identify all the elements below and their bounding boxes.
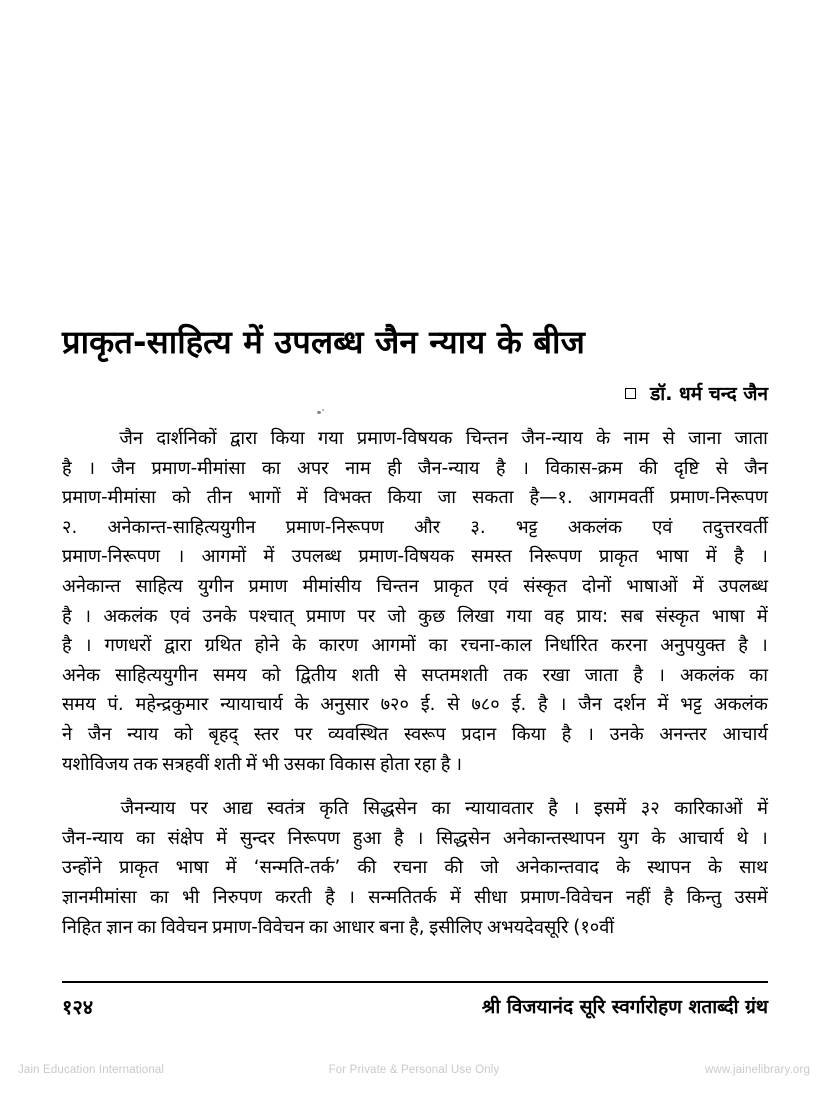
word: पर [190, 798, 208, 820]
word: द्वारा [164, 635, 192, 657]
author-name: डॉ. धर्म चन्द जैन [650, 383, 768, 405]
word: सिद्धसेन [436, 827, 491, 849]
word: सीधा [474, 886, 508, 908]
word: है, [409, 916, 425, 938]
text-line [62, 913, 768, 943]
word: दोनों [582, 575, 612, 597]
word: के [292, 635, 307, 657]
word: की [357, 857, 377, 879]
word: है [62, 605, 72, 627]
text-line [62, 883, 768, 913]
word: में [757, 798, 768, 820]
word: । [761, 546, 768, 568]
word: के [596, 428, 611, 449]
word: है [633, 664, 643, 686]
paragraph-indent [62, 424, 106, 454]
word: दृष्टि [674, 457, 700, 479]
word: से [447, 694, 460, 716]
word: मीमांसीय [302, 575, 362, 597]
footer-divider [62, 981, 768, 983]
text-line [62, 824, 768, 854]
word: प्रमाण-विषयक [356, 428, 453, 449]
text-line [62, 424, 768, 454]
word: निरुपण [212, 886, 262, 908]
word: भट्ट [515, 516, 538, 538]
paragraph-indent [62, 794, 106, 824]
square-bullet-icon [625, 388, 636, 399]
word: अनेकान्त [62, 575, 121, 597]
word: अनन्तर [659, 723, 707, 745]
word: । [521, 457, 529, 479]
word: ‘सन्मति-तर्क’ [253, 857, 341, 879]
word: दार्शनिकों [156, 428, 217, 449]
author-byline [625, 380, 768, 406]
word: उनके [609, 723, 644, 745]
word: । [84, 605, 91, 627]
word: भाषा [711, 605, 745, 627]
word: आचार्य [678, 827, 724, 849]
word: जैन-न्याय [521, 428, 583, 449]
word: किया [511, 723, 546, 745]
word: होने [254, 635, 280, 657]
word: का [428, 635, 448, 657]
word: शती [351, 664, 379, 686]
word: समय [212, 664, 247, 686]
word: ७८० [471, 694, 500, 716]
word: पर [357, 605, 376, 627]
word: की [444, 857, 464, 879]
text-line [62, 794, 768, 824]
word: इसीलिए [429, 916, 483, 938]
word: है—१. [529, 487, 573, 509]
word: अनुपयुक्त [660, 635, 726, 657]
word: अभयदेवसूरि [487, 916, 569, 938]
word: नहीं [625, 886, 651, 908]
word: के [294, 694, 309, 716]
word: एवं [652, 516, 673, 538]
word: इसमें [594, 798, 627, 820]
word: प्रमाण-निरूपण [669, 487, 768, 509]
word: । [88, 457, 96, 479]
word: जैन-न्याय [418, 457, 480, 479]
word: निर्धारित [544, 635, 599, 657]
word: का [309, 916, 328, 938]
word: अकलंक [713, 694, 768, 716]
word: साहित्ययुगीन [115, 664, 198, 686]
text-line [62, 631, 768, 661]
word: ही [387, 457, 402, 479]
word: ३. [470, 516, 486, 538]
word: उपलब्ध [718, 575, 768, 597]
word: आगमों [371, 635, 416, 657]
word: प्रमाण-विवेचन [520, 886, 613, 908]
word: का [431, 798, 451, 820]
word: भाषा [175, 857, 209, 879]
word: जैन-न्याय [62, 827, 124, 849]
word: से [715, 457, 728, 479]
word: अकलंक [680, 664, 735, 686]
word: होता [380, 753, 410, 775]
word: द्वारा [229, 428, 258, 449]
text-line [62, 542, 768, 572]
word: संस्कृत [523, 575, 568, 597]
word: जाना [688, 428, 722, 449]
word: । [586, 723, 594, 745]
word: २. [62, 516, 78, 538]
word: हुआ [352, 827, 382, 849]
word: कारण [319, 635, 359, 657]
word: विभक्त [323, 487, 372, 509]
word: । [84, 635, 92, 657]
word: की [638, 457, 658, 479]
word: के [707, 857, 722, 879]
word: बृहद् [208, 723, 239, 745]
word: अनेक [62, 664, 100, 686]
word: विकास-क्रम [545, 457, 623, 479]
text-line [62, 483, 768, 513]
word: उन्होंने [62, 857, 102, 879]
word: दर्शन [613, 694, 646, 716]
word: का [261, 457, 281, 479]
word: ज्ञानमीमांसा [62, 886, 137, 908]
word: जा [437, 487, 456, 509]
word: प्रदान [461, 723, 497, 745]
word: एवं [169, 605, 191, 627]
text-line [62, 750, 768, 780]
word: । [760, 827, 768, 849]
word: गया [317, 428, 344, 449]
word: है [495, 457, 506, 479]
text-line [62, 853, 768, 883]
word: में [216, 827, 228, 849]
word: है [62, 635, 72, 657]
text-line [62, 572, 768, 602]
word: जाता [584, 664, 619, 686]
word: एवं [488, 575, 509, 597]
word: भी [261, 753, 280, 775]
word: जैन [87, 723, 112, 745]
word: उसमें [734, 886, 768, 908]
word: को [174, 723, 193, 745]
word: उनके [202, 605, 237, 627]
word: अकलंक [567, 516, 622, 538]
word: में [657, 694, 669, 716]
word: पश्चात् [248, 605, 294, 627]
word: तक [133, 753, 158, 775]
word: करना [611, 635, 648, 657]
word: न्याय [127, 723, 159, 745]
word: भाषाओं [626, 575, 678, 597]
word: कारिकाओं [674, 798, 743, 820]
word: सप्तमशती [421, 664, 489, 686]
word: रचना-काल [460, 635, 532, 657]
word: से [662, 428, 675, 449]
word: लिखा [457, 605, 494, 627]
word: आगमों [201, 546, 247, 568]
word: ई. [420, 694, 436, 716]
word: करती [275, 886, 312, 908]
word: संस्कृत [655, 605, 700, 627]
word: है [440, 753, 451, 775]
word: प्रमाण-विवेचन [212, 916, 305, 938]
word: व्यवस्थित [327, 723, 389, 745]
word: समस्त [471, 546, 512, 568]
word: जैन [744, 457, 768, 479]
word: ग्रथित [204, 635, 242, 657]
word: साहित्य [135, 575, 183, 597]
word: का [149, 886, 169, 908]
word: उपलब्ध [291, 546, 342, 568]
word: भाषा [655, 546, 689, 568]
word: भागों [248, 487, 281, 509]
word: जाता [734, 428, 768, 449]
word: रखा [542, 664, 570, 686]
word: स्वतंत्र [267, 798, 305, 820]
word: पं. [107, 694, 124, 716]
scan-artifact-speck [317, 411, 321, 414]
word: प्रमाण-मीमांसा [62, 487, 156, 509]
library-watermark-bar [0, 1058, 828, 1082]
word: है [325, 886, 335, 908]
word: भट्ट [680, 694, 702, 716]
word: प्रमाण [248, 575, 288, 597]
word: किया [270, 428, 305, 449]
word: निरूपण [529, 546, 582, 568]
word: । [348, 886, 355, 908]
word: तदुत्तरवर्ती [702, 516, 768, 538]
word: से [394, 664, 407, 686]
text-line [62, 690, 768, 720]
word: युगीन [197, 575, 234, 597]
word: आगमवर्ती [588, 487, 654, 509]
word: में [296, 487, 308, 509]
word: ई. [511, 694, 527, 716]
text-line [62, 513, 768, 543]
word: बना [379, 916, 405, 938]
word: । [760, 635, 768, 657]
paragraph-2 [62, 794, 768, 942]
word: तीन [206, 487, 232, 509]
article-body [62, 424, 768, 942]
word: अनेकान्तवाद [515, 857, 599, 879]
running-head: श्री विजयानंद सूरि स्वर्गारोहण शताब्दी ग्रंथ [481, 996, 768, 1018]
word: प्राकृत [119, 857, 159, 879]
word: सत्रहवीं [162, 753, 210, 775]
word: समय [62, 694, 96, 716]
word: कुछ [418, 605, 445, 627]
word: साथ [739, 857, 768, 879]
word: स्तर [253, 723, 279, 745]
word: रहा [414, 753, 436, 775]
word: प्रमाण [305, 605, 346, 627]
page-title: प्राकृत-साहित्य में उपलब्ध जैन न्याय के बीज [62, 323, 585, 362]
word: है [734, 546, 744, 568]
word: निहित [62, 916, 102, 938]
text-line [62, 661, 768, 691]
word: और [414, 516, 441, 538]
word: सकता [472, 487, 514, 509]
word: सन्मतितर्क [368, 886, 437, 908]
page-number: १२४ [62, 995, 94, 1019]
word: किया [387, 487, 422, 509]
paragraph-1 [62, 424, 768, 779]
word: किन्तु [686, 886, 722, 908]
word: के [616, 857, 631, 879]
word: । [657, 664, 665, 686]
word: है [538, 694, 548, 716]
word: सुन्दर [239, 827, 275, 849]
word: सिद्धसेन [363, 798, 418, 820]
watermark-left: Jain Education International [18, 1064, 165, 1076]
word: को [261, 664, 281, 686]
word: को [171, 487, 191, 509]
word: युग [617, 827, 639, 849]
word: विवेचन [160, 916, 208, 938]
watermark-url[interactable]: www.jainelibrary.org [704, 1064, 810, 1076]
word: प्रमाण-निरूपण [62, 546, 161, 568]
word: द्वितीय [295, 664, 337, 686]
word: प्राय: [576, 605, 609, 627]
word: चिन्तन [465, 428, 509, 449]
word: प्रमाण-मीमांसा [151, 457, 246, 479]
word: का [749, 664, 768, 686]
word: है [561, 723, 572, 745]
word: अनेकान्त-साहित्ययुगीन [107, 516, 256, 538]
word: ज्ञान [106, 916, 133, 938]
word: भी [181, 886, 200, 908]
word: में [705, 546, 717, 568]
word: प्राकृत [599, 546, 639, 568]
text-line [62, 602, 768, 632]
word: जैन [111, 457, 136, 479]
word: है [548, 798, 558, 820]
word: जैनन्याय [120, 798, 176, 820]
word: उसका [283, 753, 325, 775]
word: का [137, 916, 157, 938]
word: । [416, 827, 424, 849]
word: में [225, 857, 237, 879]
word: जैन [119, 428, 143, 449]
word: है [738, 635, 748, 657]
word: अनेकान्तस्थापन [502, 827, 606, 849]
word: कृति [319, 798, 349, 820]
word: गणधरों [104, 635, 152, 657]
word: (१०वीं [573, 916, 615, 938]
scan-artifact-speck-secondary [322, 409, 324, 411]
watermark-center: For Private & Personal Use Only [328, 1064, 500, 1076]
word: अपर [296, 457, 329, 479]
word: गया [506, 605, 532, 627]
word: जो [480, 857, 499, 879]
word: प्रमाण-निरूपण [285, 516, 384, 538]
word: शती [213, 753, 242, 775]
word: नाम [623, 428, 650, 449]
word: है [393, 827, 404, 849]
text-line [62, 454, 768, 484]
word: है [62, 457, 72, 479]
word: थे [736, 827, 749, 849]
word: अनुसार [320, 694, 369, 716]
word: आधार [332, 916, 375, 938]
word: पर [294, 723, 313, 745]
word: न्यायावतार [464, 798, 534, 820]
word: में [246, 753, 257, 775]
word: नाम [345, 457, 371, 479]
word: चिन्तन [376, 575, 419, 597]
word: स्थापन [647, 857, 691, 879]
word: में [449, 886, 461, 908]
word: प्रमाण-विषयक [358, 546, 454, 568]
word: अकलंक [103, 605, 158, 627]
word: के [651, 827, 666, 849]
word: में [756, 605, 768, 627]
word: का [136, 827, 155, 849]
word: रचना [393, 857, 428, 879]
word: वह [544, 605, 565, 627]
word: महेन्द्रकुमार [135, 694, 209, 716]
word: है [663, 886, 674, 908]
word: । [559, 694, 567, 716]
word: तक [503, 664, 528, 686]
word: विकास [329, 753, 376, 775]
word: आद्य [222, 798, 253, 820]
word: संक्षेप [167, 827, 204, 849]
word: जो [387, 605, 406, 627]
text-line [62, 720, 768, 750]
word: सब [620, 605, 644, 627]
word: निरूपण [287, 827, 341, 849]
word: प्राकृत [433, 575, 474, 597]
word: में [263, 546, 275, 568]
word: स्वरूप [404, 723, 446, 745]
word: ७२० [380, 694, 409, 716]
word: । [177, 546, 185, 568]
word: आचार्य [722, 723, 768, 745]
word: में [692, 575, 704, 597]
word: जैन [578, 694, 602, 716]
word: यशोविजय [62, 753, 129, 775]
word: ३२ [640, 798, 660, 820]
word: । [572, 798, 580, 820]
word: न्यायाचार्य [220, 694, 283, 716]
word: । [455, 753, 463, 775]
word: ने [62, 723, 73, 745]
